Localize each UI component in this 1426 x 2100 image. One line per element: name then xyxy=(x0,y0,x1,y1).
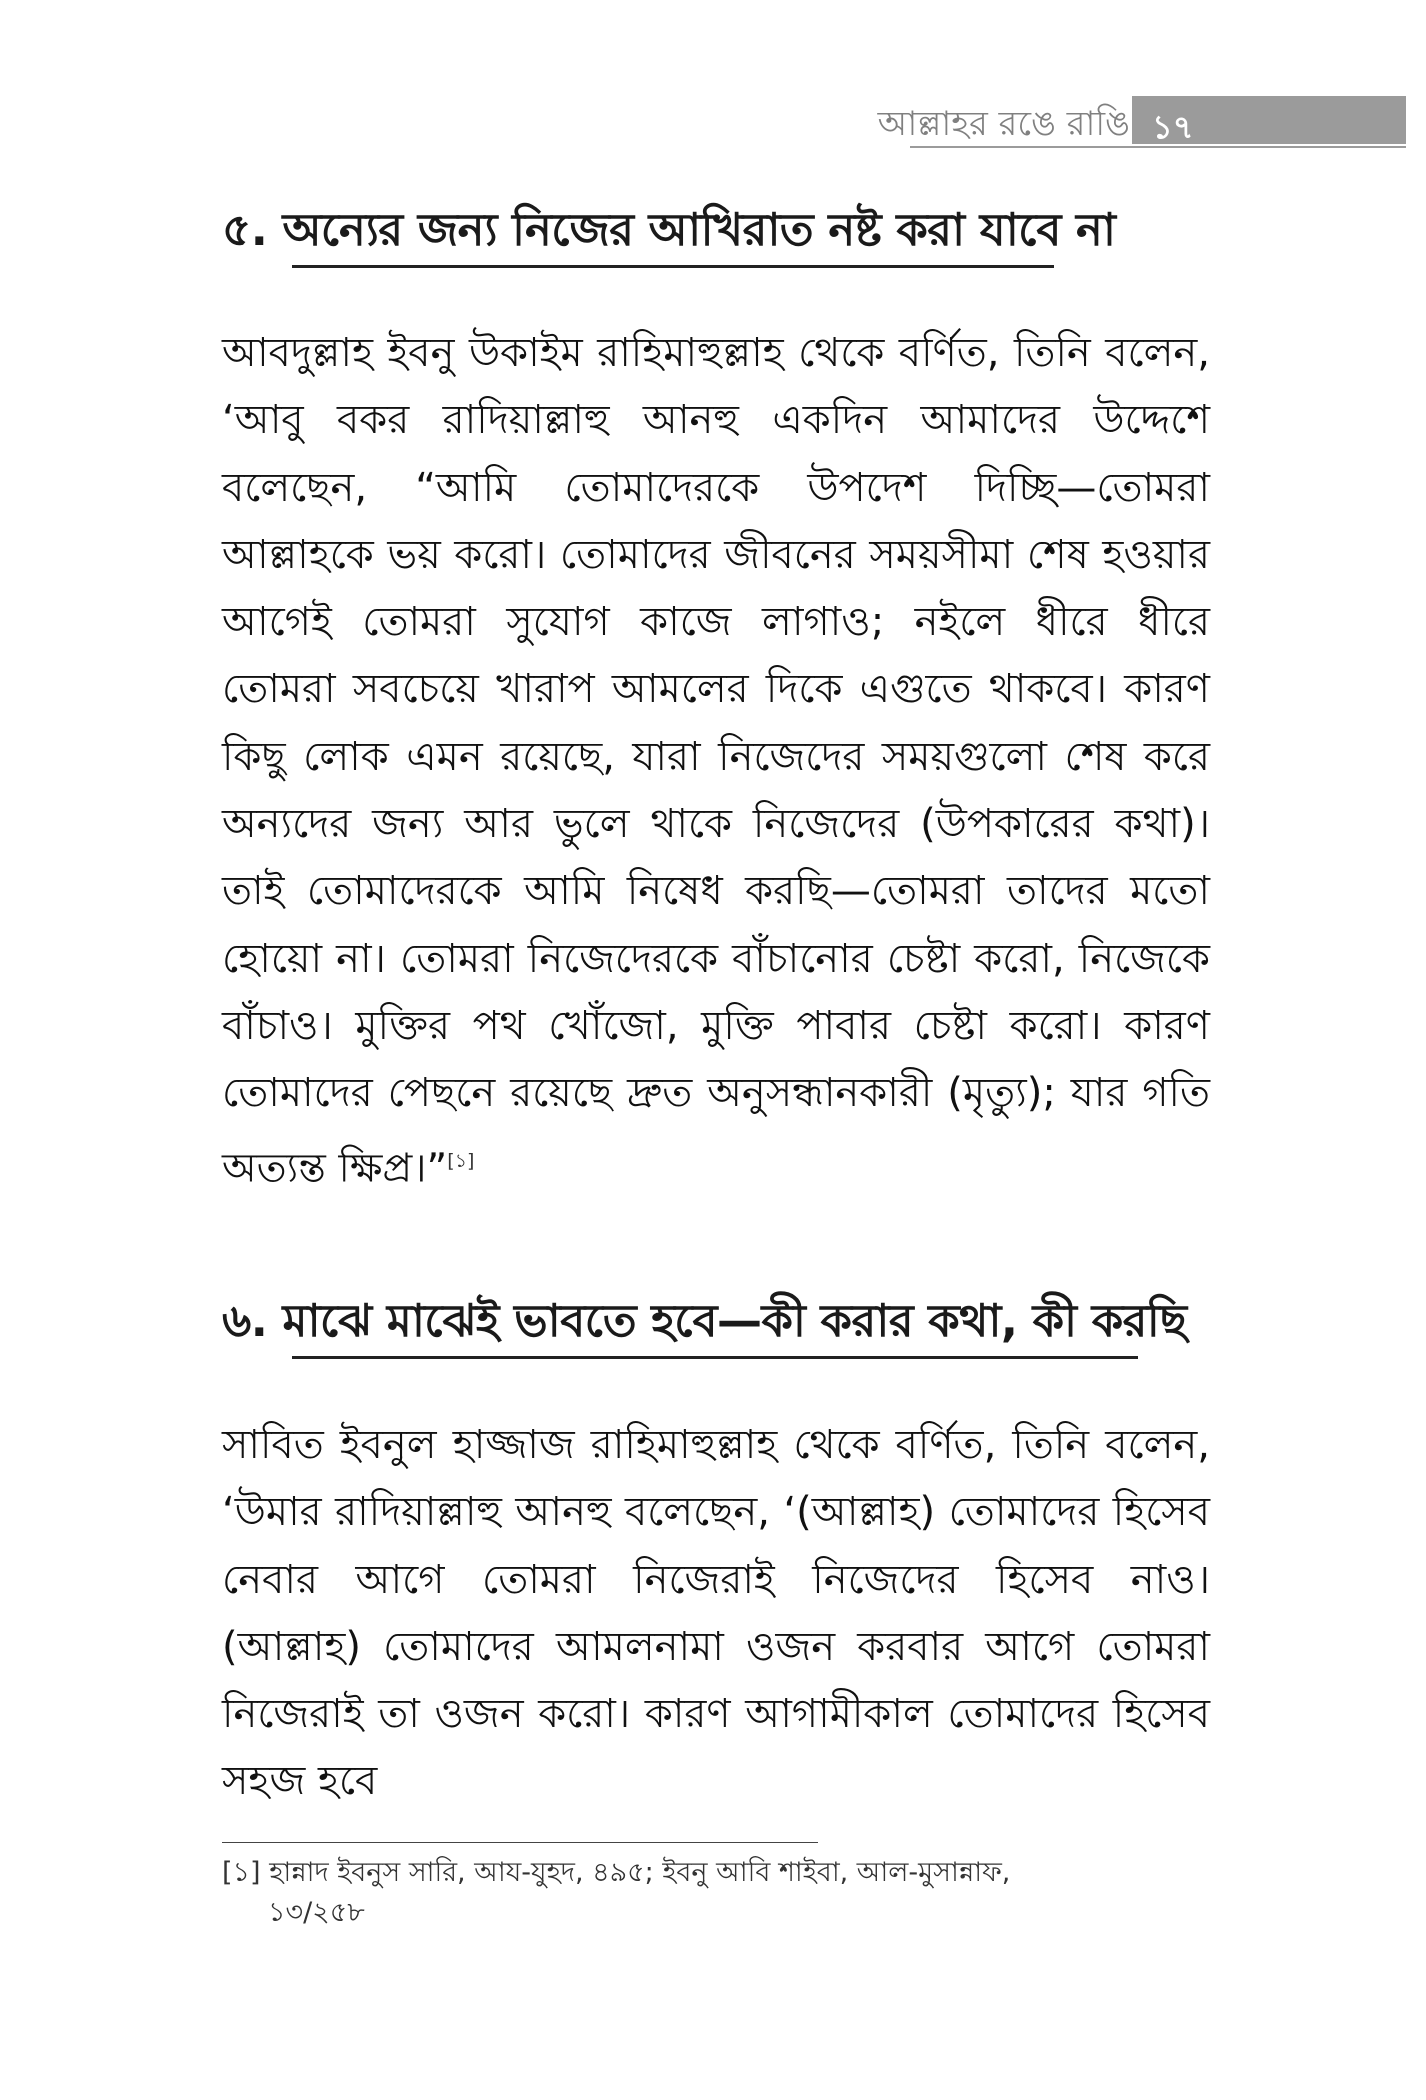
footnote-continuation: ১৩/২৫৮ xyxy=(268,1897,365,1928)
paragraph-text: আবদুল্লাহ ইবনু উকাইম রাহিমাহুল্লাহ থেকে বর্ণিত, তিনি বলেন, ‘আবু বকর রাদিয়াল্লাহু আনহু একদিন আমাদের উদ্দেশে বলেছেন, “আমি তোমাদেরকে উপদেশ দিচ্ছি—তোমরা আল্লাহকে ভয় করো। তোমাদের জীবনের সময়সীমা শেষ হওয়ার আগেই তোমরা সুযোগ কাজে লাগাও; নইলে ধীরে ধীরে তোমরা সবচেয়ে খারাপ আমলের দিকে এগুতে থাকবে। কারণ কিছু লোক এমন রয়েছে, যারা নিজেদের সময়গুলো শেষ করে অন্যদের জন্য আর ভুলে থাকে নিজেদের (উপকারের কথা)। তাই তোমাদেরকে আমি নিষেধ করছি—তোমরা তাদের মতো হোয়ো না। তোমরা নিজেদেরকে বাঁচানোর চেষ্টা করো, নিজেকে বাঁচাও। মুক্তির পথ খোঁজো, মুক্তি পাবার চেষ্টা করো। কারণ তোমাদের পেছনে রয়েছে দ্রুত অনুসন্ধানকারী (মৃত্যু); যার গতি অত্যন্ত ক্ষিপ্র।” xyxy=(222,330,1210,1191)
section-heading-5: ৫. অন্যের জন্য নিজের আখিরাত নষ্ট করা যাবে না xyxy=(222,203,1116,256)
footnote-text: হান্নাদ ইবনুস সারি, আয-যুহদ, ৪৯৫; ইবনু আবি শাইবা, আল-মুসান্নাফ, xyxy=(269,1857,1011,1888)
section-paragraph-5 xyxy=(222,320,1210,1202)
page-number-box xyxy=(1132,96,1406,144)
page-number: ১৭ xyxy=(1152,108,1194,146)
section-paragraph-6 xyxy=(222,1412,1210,1816)
footnote-rule xyxy=(222,1842,818,1843)
paragraph-text: সাবিত ইবনুল হাজ্জাজ রাহিমাহুল্লাহ থেকে বর্ণিত, তিনি বলেন, ‘উমার রাদিয়াল্লাহু আনহু বলেছেন, ‘(আল্লাহ) তোমাদের হিসেব নেবার আগে তোমরা নিজেরাই নিজেদের হিসেব নাও। (আল্লাহ) তোমাদের আমলনামা ওজন করবার আগে তোমরা নিজেরাই তা ওজন করো। কারণ আগামীকাল তোমাদের হিসেব সহজ হবে xyxy=(222,1422,1210,1805)
header-rule xyxy=(910,146,1406,148)
section-heading-6-underline xyxy=(292,1356,1138,1359)
footnote-reference[interactable]: [১] xyxy=(447,1149,475,1172)
section-heading-5-underline xyxy=(292,265,1054,268)
section-heading-6: ৬. মাঝে মাঝেই ভাবতে হবে—কী করার কথা, কী করছি xyxy=(222,1294,1187,1347)
running-title: আল্লাহর রঙে রাঙি xyxy=(877,104,1130,144)
footnote-marker: [১] xyxy=(222,1857,261,1888)
footnote xyxy=(222,1853,1210,1933)
